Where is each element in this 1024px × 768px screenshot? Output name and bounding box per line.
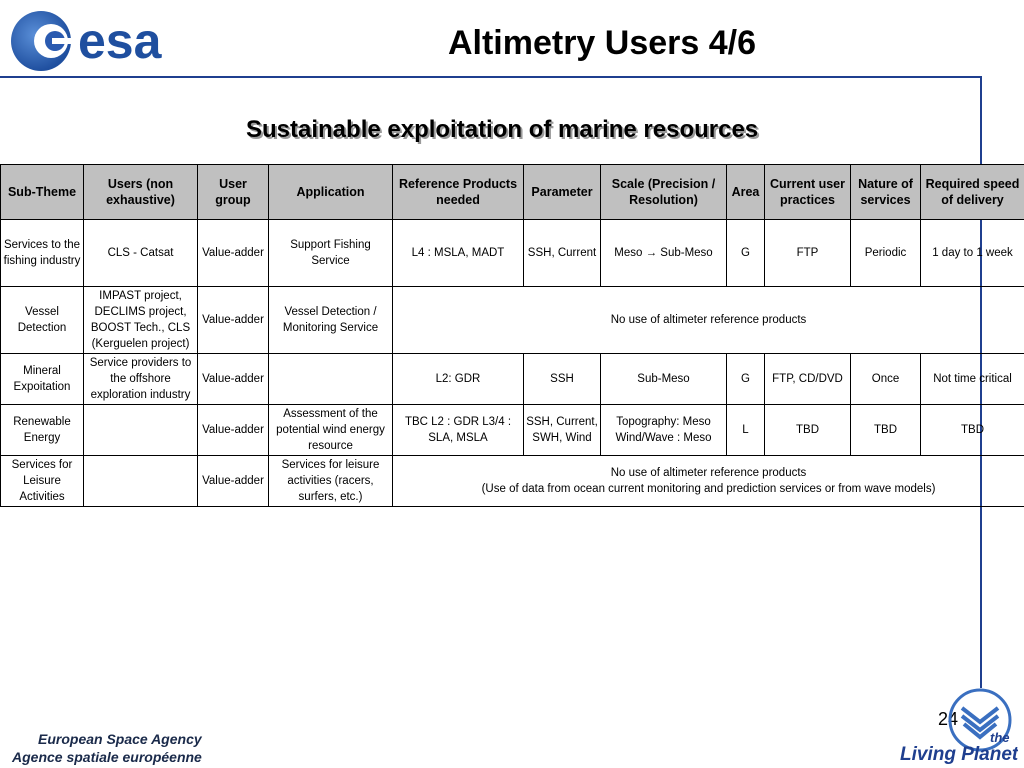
cell-products: L4 : MSLA, MADT	[393, 220, 524, 287]
cell-parameter: SSH, Current	[524, 220, 601, 287]
cell-user-group: Value-adder	[198, 405, 269, 456]
table-row	[1, 354, 1024, 405]
table-row	[1, 456, 1024, 507]
section-subtitle: Sustainable exploitation of marine resources	[246, 116, 759, 143]
cell-users: Service providers to the offshore exploration industry	[84, 354, 198, 405]
cell-sub-theme: Services for Leisure Activities	[1, 456, 84, 507]
column-header: Scale (Precision / Resolution)	[601, 165, 727, 220]
cell-sub-theme: Mineral Expoitation	[1, 354, 84, 405]
cell-nature: Periodic	[851, 220, 921, 287]
cell-nature: Once	[851, 354, 921, 405]
cell-area: G	[727, 220, 765, 287]
agency-name-fr: Agence spatiale européenne	[12, 749, 202, 765]
column-header: Parameter	[524, 165, 601, 220]
column-header: User group	[198, 165, 269, 220]
page-title: Altimetry Users 4/6	[447, 24, 757, 62]
agency-name-en: European Space Agency	[38, 731, 202, 747]
cell-speed: 1 day to 1 week	[921, 220, 1024, 287]
esa-logo-text: esa	[78, 13, 162, 69]
living-planet-logo	[898, 682, 1018, 766]
cell-user-group: Value-adder	[198, 287, 269, 354]
no-use-line: No use of altimeter reference products	[610, 467, 807, 479]
page-number: 24	[938, 709, 959, 729]
cell-parameter: SSH	[524, 354, 601, 405]
column-header: Current user practices	[765, 165, 851, 220]
cell-products: L2: GDR	[393, 354, 524, 405]
table-row	[1, 405, 1024, 456]
cell-sub-theme: Services to the fishing industry	[1, 220, 84, 287]
column-header: Users (non exhaustive)	[84, 165, 198, 220]
cell-area: L	[727, 405, 765, 456]
cell-speed: Not time critical	[921, 354, 1024, 405]
column-header: Application	[269, 165, 393, 220]
cell-scale: Topography: Meso Wind/Wave : Meso	[601, 405, 727, 456]
planet-logo-the: the	[990, 730, 1010, 745]
cell-application: Assessment of the potential wind energy resource	[269, 405, 393, 456]
cell-users	[84, 456, 198, 507]
cell-user-group: Value-adder	[198, 220, 269, 287]
cell-area: G	[727, 354, 765, 405]
cell-practices: FTP	[765, 220, 851, 287]
no-use-detail: (Use of data from ocean current monitoring and prediction services or from wave models)	[481, 483, 936, 495]
header-rule	[0, 76, 982, 78]
table-header-row	[1, 165, 1024, 220]
cell-application: Support Fishing Service	[269, 220, 393, 287]
agency-name-logo	[10, 730, 210, 768]
cell-practices: TBD	[765, 405, 851, 456]
column-header: Reference Products needed	[393, 165, 524, 220]
cell-sub-theme: Vessel Detection	[1, 287, 84, 354]
table-row	[1, 287, 1024, 354]
cell-products: TBC L2 : GDR L3/4 : SLA, MSLA	[393, 405, 524, 456]
cell-nature: TBD	[851, 405, 921, 456]
column-header: Required speed of delivery	[921, 165, 1024, 220]
column-header: Nature of services	[851, 165, 921, 220]
column-header: Area	[727, 165, 765, 220]
cell-users: IMPAST project, DECLIMS project, BOOST Tech., CLS (Kerguelen project)	[84, 287, 198, 354]
users-table	[0, 164, 1024, 507]
cell-speed: TBD	[921, 405, 1024, 456]
cell-parameter: SSH, Current, SWH, Wind	[524, 405, 601, 456]
cell-practices: FTP, CD/DVD	[765, 354, 851, 405]
table-row	[1, 220, 1024, 287]
planet-logo-text: Living Planet	[900, 744, 1018, 765]
cell-application: Services for leisure activities (racers, surfers, etc.)	[269, 456, 393, 507]
cell-users	[84, 405, 198, 456]
cell-sub-theme: Renewable Energy	[1, 405, 84, 456]
cell-scale: Meso → Sub-Meso	[601, 220, 727, 287]
column-header: Sub-Theme	[1, 165, 84, 220]
cell-scale: Sub-Meso	[601, 354, 727, 405]
cell-application: Vessel Detection / Monitoring Service	[269, 287, 393, 354]
cell-application	[269, 354, 393, 405]
cell-user-group: Value-adder	[198, 354, 269, 405]
cell-no-use-note	[393, 456, 1024, 507]
cell-no-use-note: No use of altimeter reference products	[393, 287, 1024, 354]
cell-users: CLS - Catsat	[84, 220, 198, 287]
cell-user-group: Value-adder	[198, 456, 269, 507]
